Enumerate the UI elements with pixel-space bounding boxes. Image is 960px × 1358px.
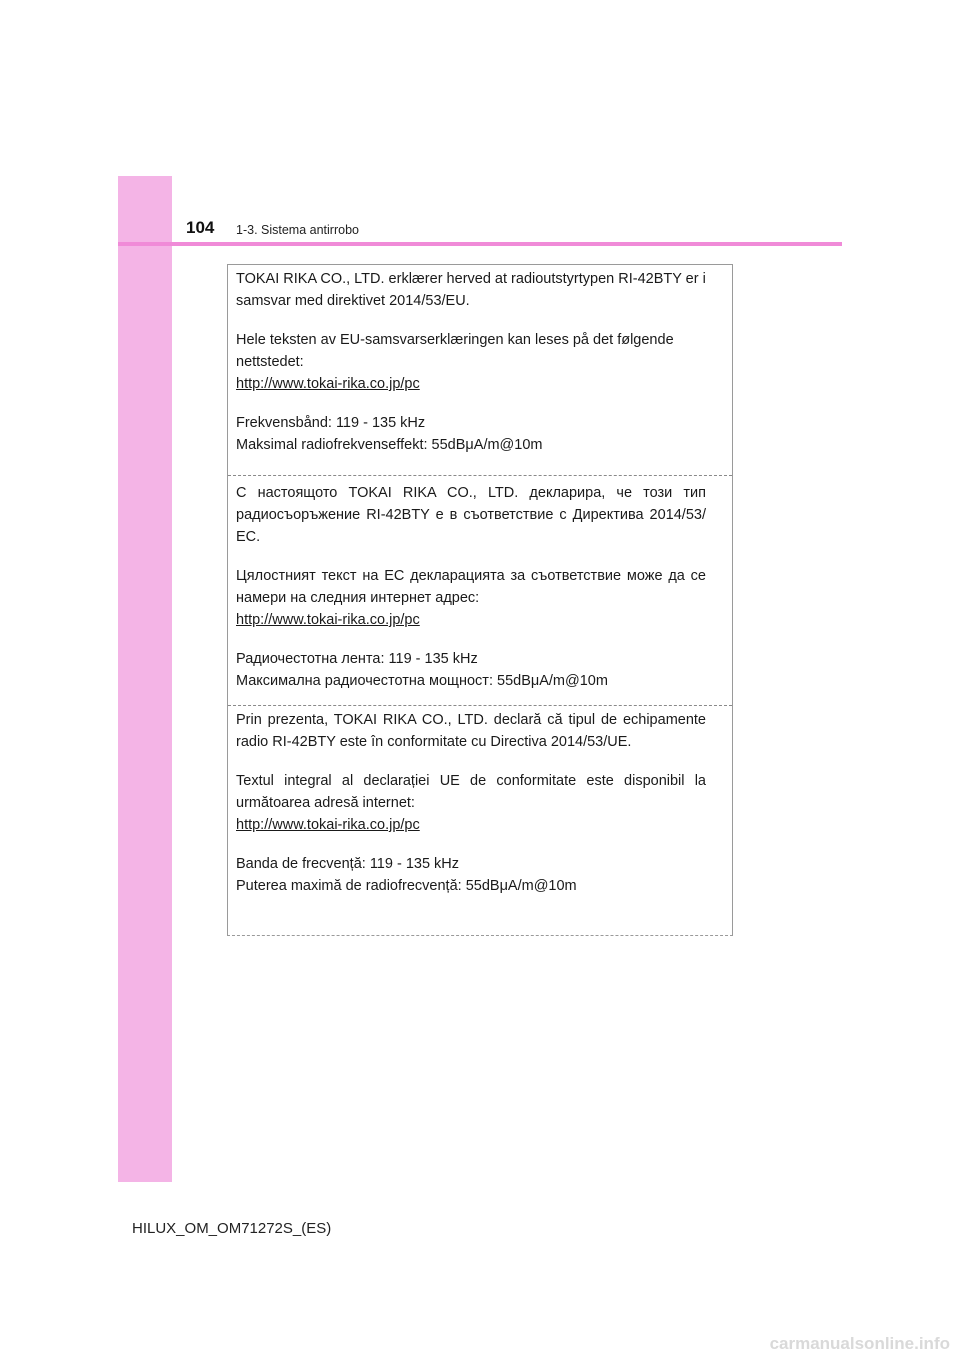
frequency-band: Frekvensbånd: 119 - 135 kHz [236,415,426,431]
frequency-band: Banda de frecvență: 119 - 135 kHz [236,856,460,872]
declaration-url-link[interactable]: http://www.tokai-rika.co.jp/pc [236,376,420,392]
header-rule [118,242,842,246]
section-title: 1-3. Sistema antirrobo [236,223,359,237]
full-text-notice: Textul integral al declarației UE de conformitate este disponibil la următoarea adresă internet: [236,773,706,811]
declaration-text: Prin prezenta, TOKAI RIKA CO., LTD. declară că tipul de echipamente radio RI-42BTY este în conformitate cu Directiva 2014/53/UE. [236,712,706,750]
max-power: Maksimal radiofrekvenseffekt: 55dBμA/m@10m [236,437,543,453]
frequency-band: Радиочестотна лента: 119 - 135 kHz [236,651,478,667]
declarations-box [227,264,733,936]
declaration-block-bulgarian [228,475,732,705]
full-text-notice: Hele teksten av EU-samsvarserklæringen kan leses på det følgende nettstedet: [236,332,674,370]
max-power: Puterea maximă de radiofrecvență: 55dBμA/m@10m [236,878,577,894]
declaration-text: TOKAI RIKA CO., LTD. erklærer herved at radioutstyrtypen RI-42BTY er i samsvar med direktivet 2014/53/EU. [236,271,706,309]
max-power: Максимална радиочестотна мощност: 55dBμA/m@10m [236,673,608,689]
declaration-url-link[interactable]: http://www.tokai-rika.co.jp/pc [236,817,420,833]
declaration-url-link[interactable]: http://www.tokai-rika.co.jp/pc [236,612,420,628]
declaration-block-norwegian [228,265,732,475]
full-text-notice: Цялостният текст на ЕС декларацията за съответствие може да се намери на следния интернет адрес: [236,568,706,606]
watermark: carmanualsonline.info [769,1334,950,1353]
document-code: HILUX_OM_OM71272S_(ES) [132,1220,332,1237]
declaration-text: С настоящото TOKAI RIKA CO., LTD. декларира, че този тип радиосъоръжение RI-42BTY е в съответствие с Директива 2014/53/ЕС. [236,485,706,545]
side-color-band [118,176,172,1182]
declaration-block-romanian [228,705,732,937]
page-number: 104 [186,218,215,237]
